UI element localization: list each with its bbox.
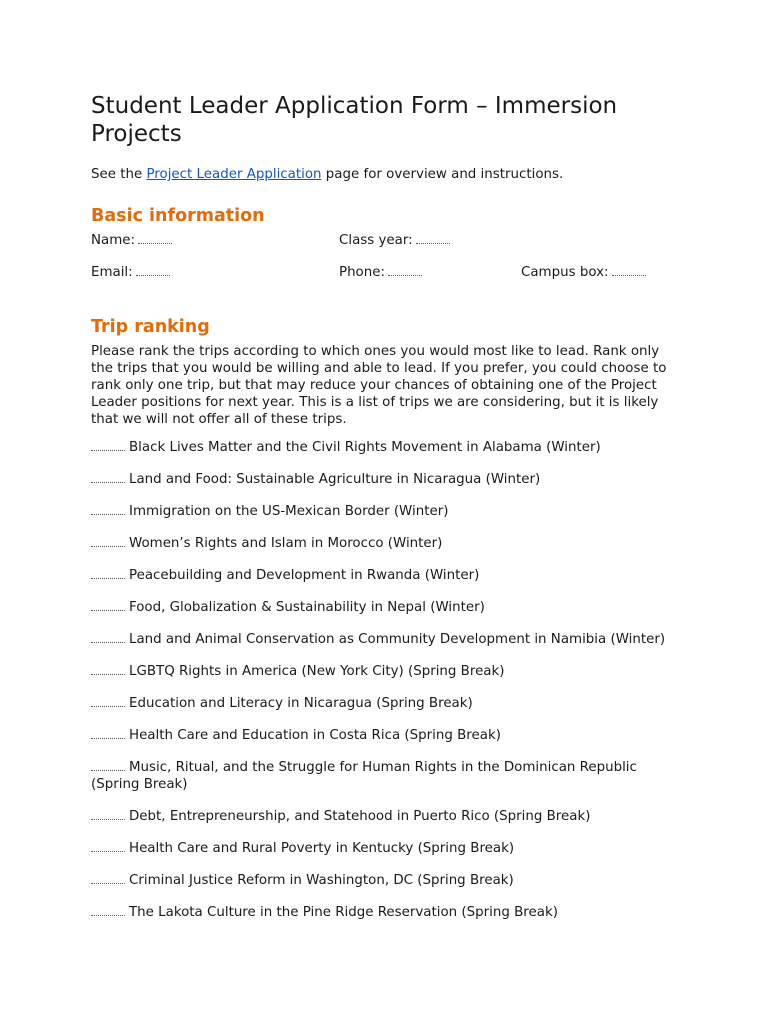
trip-item	[91, 841, 680, 858]
rank-blank[interactable]	[91, 536, 125, 547]
trip-label: LGBTQ Rights in America (New York City) (Spring Break)	[129, 664, 505, 679]
trip-ranking-heading: Trip ranking	[91, 317, 210, 337]
project-leader-application-link[interactable]: Project Leader Application	[146, 167, 322, 182]
email-label: Email:	[91, 265, 133, 280]
class-year-blank[interactable]	[416, 233, 450, 244]
basic-info-row-2	[91, 264, 680, 296]
phone-blank[interactable]	[388, 265, 422, 276]
page-title: Student Leader Application Form – Immersion Projects	[91, 93, 618, 147]
trip-label: Black Lives Matter and the Civil Rights Movement in Alabama (Winter)	[129, 440, 601, 455]
trip-label: Land and Food: Sustainable Agriculture in Nicaragua (Winter)	[129, 472, 541, 487]
trip-label: Health Care and Education in Costa Rica (Spring Break)	[129, 728, 501, 743]
trip-label: Food, Globalization & Sustainability in Nepal (Winter)	[129, 600, 485, 615]
trip-item	[91, 809, 680, 826]
trip-label: Criminal Justice Reform in Washington, DC (Spring Break)	[129, 872, 514, 888]
intro-text	[91, 166, 680, 184]
trip-item	[91, 504, 680, 521]
rank-blank[interactable]	[91, 632, 125, 643]
trip-label: Education and Literacy in Nicaragua (Spring Break)	[129, 696, 473, 711]
trip-item	[91, 760, 680, 793]
trip-label: Music, Ritual, and the Struggle for Human Rights in the Dominican Republic (Spring Break)	[91, 760, 637, 792]
trip-item	[91, 600, 680, 617]
trip-label: The Lakota Culture in the Pine Ridge Reservation (Spring Break)	[129, 904, 558, 920]
trip-item	[91, 905, 680, 922]
trip-item	[91, 568, 680, 585]
trip-item	[91, 440, 680, 457]
rank-blank[interactable]	[91, 504, 125, 515]
trip-item	[91, 536, 680, 553]
rank-blank[interactable]	[91, 760, 125, 771]
email-field	[91, 264, 170, 282]
trip-list	[91, 440, 680, 921]
class-year-label: Class year:	[339, 233, 413, 248]
trip-ranking-instructions: Please rank the trips according to which ones you would most like to lead. Rank only the trips that you would be willing and able to lead. If you prefer, you could choose to rank only one trip, but that may reduce your chances of obtaining one of the Project Leader positions for next year. This is a list of trips we are considering, but it is likely that we will not offer all of these trips.	[91, 344, 667, 427]
rank-blank[interactable]	[91, 696, 125, 707]
rank-blank[interactable]	[91, 600, 125, 611]
campus-box-blank[interactable]	[612, 265, 646, 276]
trip-item	[91, 873, 680, 890]
rank-blank[interactable]	[91, 728, 125, 739]
trip-label: Land and Animal Conservation as Community Development in Namibia (Winter)	[129, 632, 666, 647]
basic-information-heading: Basic information	[91, 206, 265, 226]
phone-field	[339, 264, 422, 282]
campus-box-field	[521, 264, 646, 282]
basic-info-row-1	[91, 232, 680, 264]
email-blank[interactable]	[136, 265, 170, 276]
intro-suffix: page for overview and instructions.	[321, 167, 564, 182]
trip-item	[91, 472, 680, 489]
trip-label: Health Care and Rural Poverty in Kentucky (Spring Break)	[129, 840, 515, 856]
class-year-field	[339, 232, 450, 250]
rank-blank[interactable]	[91, 568, 125, 579]
name-blank[interactable]	[138, 233, 172, 244]
name-label: Name:	[91, 233, 136, 248]
rank-blank[interactable]	[91, 472, 125, 483]
name-field	[91, 232, 172, 250]
trip-item	[91, 728, 680, 745]
trip-item	[91, 696, 680, 713]
rank-blank[interactable]	[91, 905, 125, 916]
trip-item	[91, 632, 680, 649]
rank-blank[interactable]	[91, 841, 125, 852]
trip-label: Women’s Rights and Islam in Morocco (Winter)	[129, 536, 443, 551]
campus-box-label: Campus box:	[521, 265, 609, 280]
trip-label: Debt, Entrepreneurship, and Statehood in Puerto Rico (Spring Break)	[129, 808, 591, 824]
trip-item	[91, 664, 680, 681]
intro-prefix: See the	[91, 167, 147, 182]
trip-label: Peacebuilding and Development in Rwanda (Winter)	[129, 568, 480, 583]
phone-label: Phone:	[339, 265, 385, 280]
trip-label: Immigration on the US-Mexican Border (Winter)	[129, 504, 449, 519]
rank-blank[interactable]	[91, 664, 125, 675]
rank-blank[interactable]	[91, 440, 125, 451]
rank-blank[interactable]	[91, 873, 125, 884]
rank-blank[interactable]	[91, 809, 125, 820]
